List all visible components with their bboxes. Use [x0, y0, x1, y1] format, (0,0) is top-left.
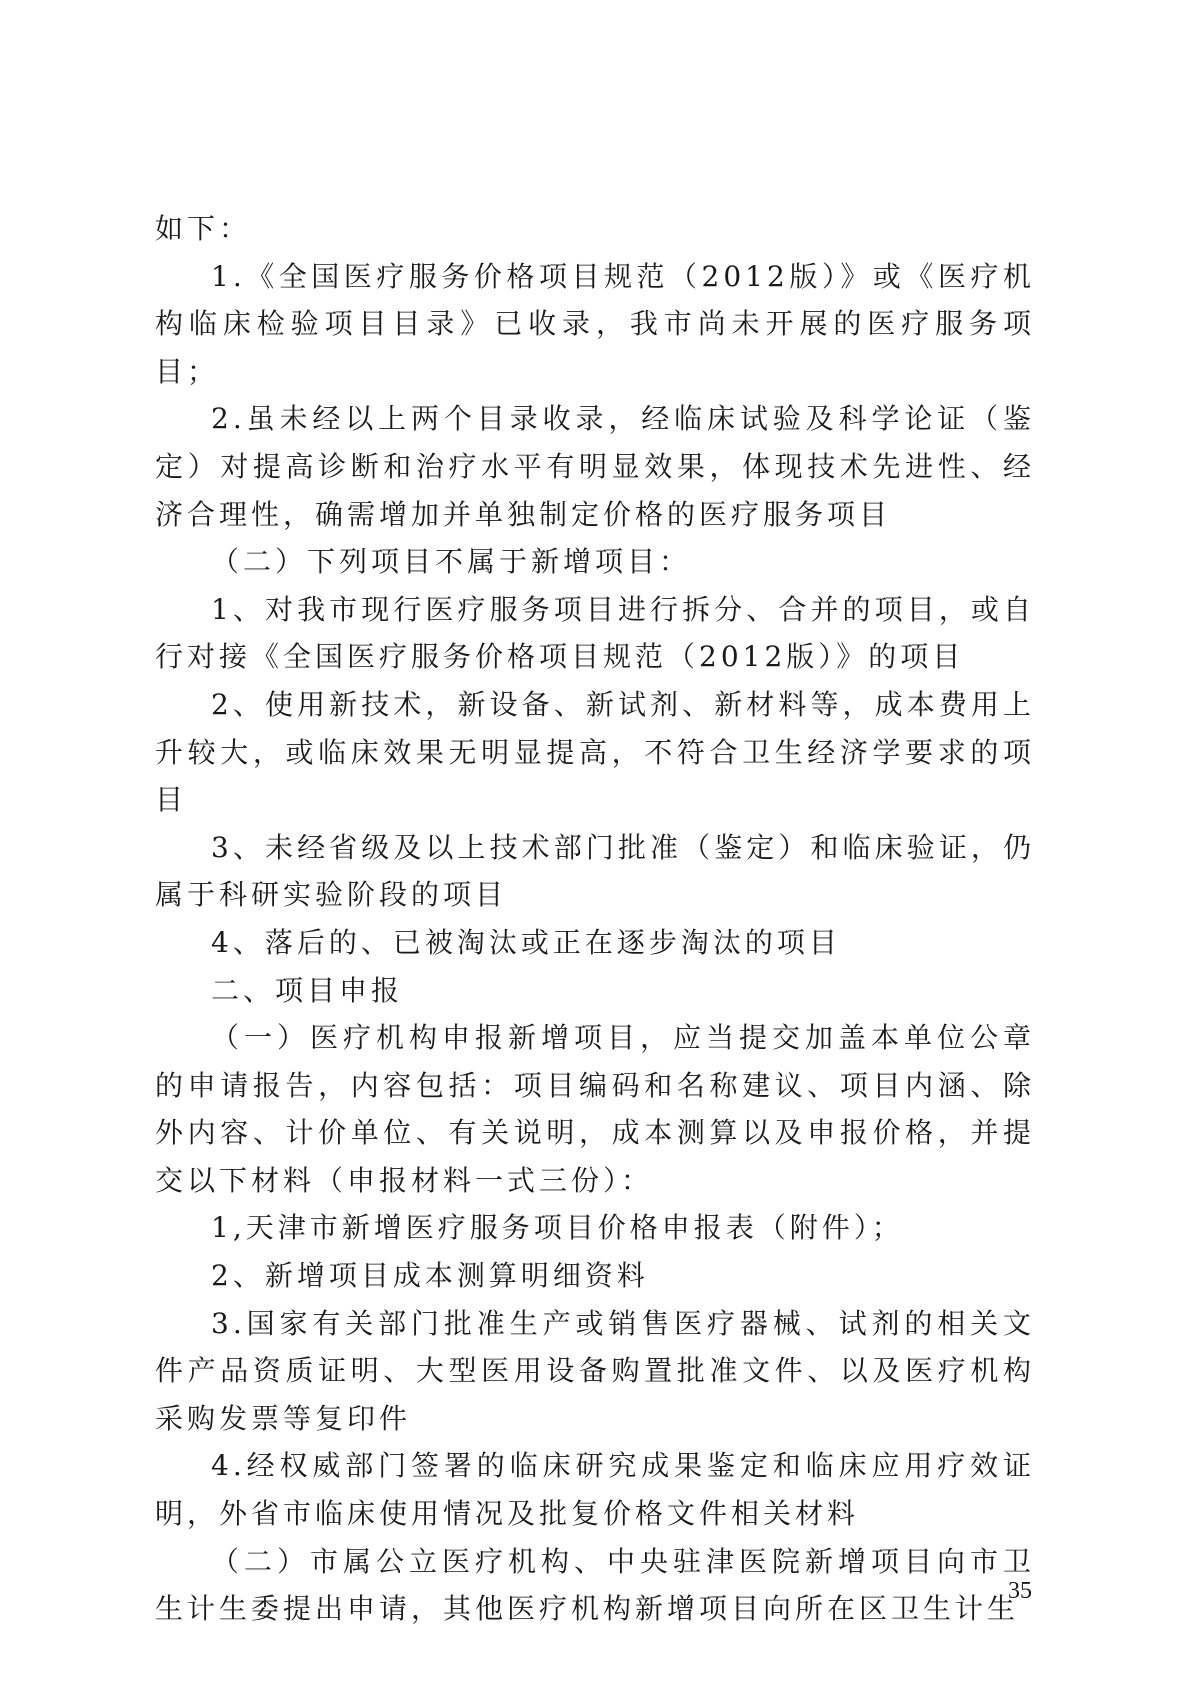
paragraph-exclusion-1: 1、对我市现行医疗服务项目进行拆分、合并的项目，或自行对接《全国医疗服务价格项目规范（2012版）》的项目	[155, 592, 1035, 674]
paragraph-exclusion-4: 4、落后的、已被淘汰或正在逐步淘汰的项目	[211, 925, 841, 959]
paragraph-material-3: 3.国家有关部门批准生产或销售医疗器械、试剂的相关文件产品资质证明、大型医用设备购置批准文件、以及医疗机构采购发票等复印件	[155, 1306, 1035, 1435]
paragraph-material-1: 1,天津市新增医疗服务项目价格申报表（附件）；	[211, 1211, 904, 1245]
paragraph-material-4: 4.经权威部门签署的临床研究成果鉴定和临床应用疗效证明，外省市临床使用情况及批复价格文件相关材料	[155, 1449, 1035, 1531]
page-number: 35	[1008, 1578, 1032, 1604]
paragraph-application-2: （二）市属公立医疗机构、中央驻津医院新增项目向市卫生计生委提出申请，其他医疗机构新增项目向所在区卫生计生	[155, 1544, 1035, 1626]
paragraph-exclusion-2: 2、使用新技术，新设备、新试剂、新材料等，成本费用上升较大，或临床效果无明显提高，不符合卫生经济学要求的项目	[155, 687, 1035, 817]
paragraph-material-2: 2、新增项目成本测算明细资料	[211, 1259, 649, 1293]
paragraph-application-1: （一）医疗机构申报新增项目，应当提交加盖本单位公章的申请报告，内容包括：项目编码和名称建议、项目内涵、除外内容、计价单位、有关说明，成本测算以及申报价格，并提交以下材料（申报材料一式三份）：	[155, 1021, 1035, 1197]
paragraph-item-2: 2.虽未经以上两个目录收录，经临床试验及科学论证（鉴定）对提高诊断和治疗水平有明显效果，体现技术先进性、经济合理性，确需增加并单独制定价格的医疗服务项目	[155, 402, 1035, 531]
paragraph-exclusion-3: 3、未经省级及以上技术部门批准（鉴定）和临床验证，仍属于科研实验阶段的项目	[155, 830, 1035, 912]
body-text	[155, 205, 1035, 1633]
section-heading-application: 二、项目申报	[211, 973, 404, 1007]
section-heading-exclusions: （二）下列项目不属于新增项目：	[211, 545, 692, 579]
paragraph-item-1: 1.《全国医疗服务价格项目规范（2012版）》或《医疗机构临床检验项目目录》已收录，我市尚未开展的医疗服务项目；	[155, 259, 1035, 388]
paragraph-intro: 如下：	[155, 212, 252, 245]
